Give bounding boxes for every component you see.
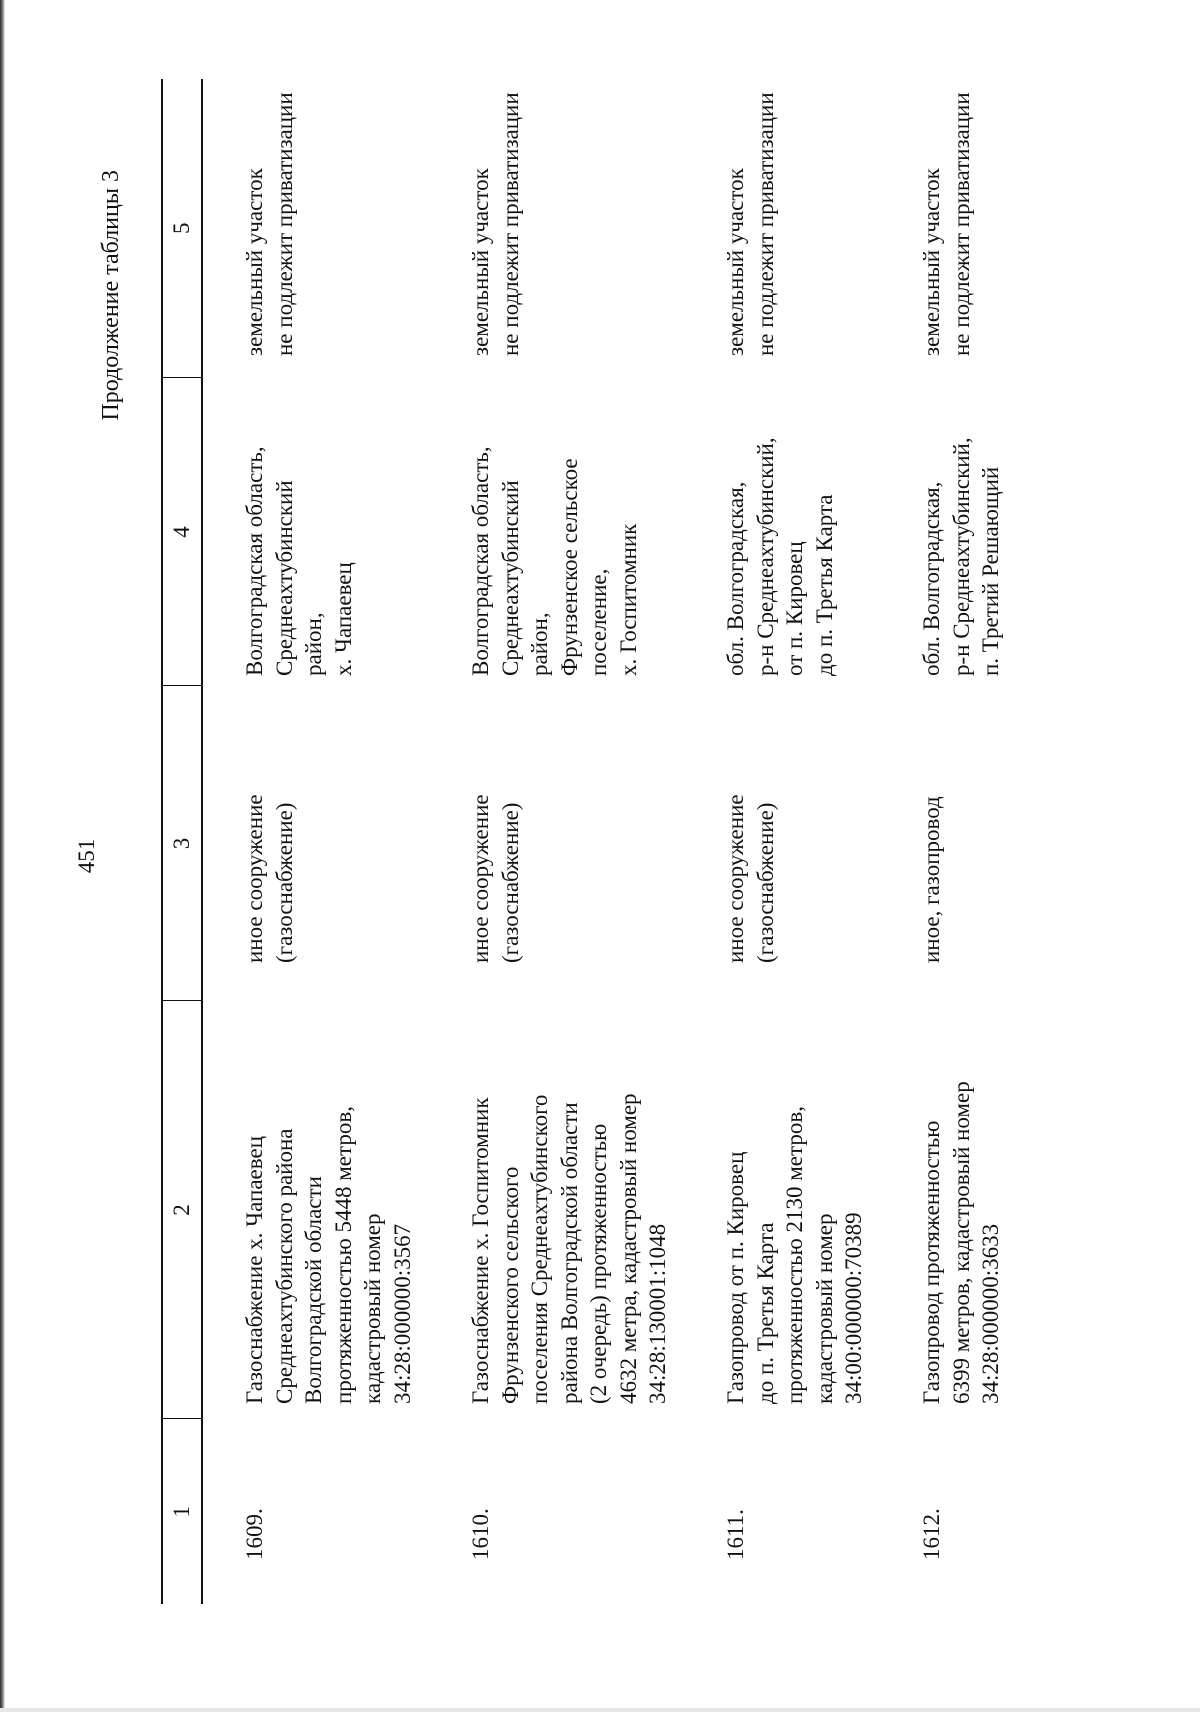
column-header-3: 3 (162, 686, 202, 1001)
object-name: Газопровод протяженностью 6399 метров, кадастровый номер 34:28:000000:3633 (919, 1081, 1003, 1404)
object-type: иное сооружение (газоснабжение) (723, 794, 778, 963)
page-number: 451 (74, 838, 99, 874)
object-address: обл. Волгоградская, р-н Среднеахтубинский, п. Третий Решающий (919, 437, 1003, 676)
table-header-row (162, 79, 202, 1604)
table-row (429, 79, 684, 1604)
table-row (880, 79, 1030, 1604)
object-type: иное сооружение (газоснабжение) (242, 794, 297, 963)
row-number: 1612. (919, 1508, 944, 1560)
table-continuation-label: Продолжение таблицы 3 (98, 170, 124, 421)
row-number: 1609. (242, 1508, 267, 1560)
object-note: земельный участок не подлежит приватизации (468, 92, 523, 356)
column-header-5: 5 (162, 79, 202, 378)
column-header-2: 2 (162, 1001, 202, 1419)
registry-table (161, 79, 1030, 1604)
row-number: 1610. (468, 1508, 493, 1560)
table-row (684, 79, 880, 1604)
row-number: 1611. (723, 1509, 748, 1560)
object-type: иное сооружение (газоснабжение) (468, 794, 523, 963)
object-name: Газоснабжение х. Госпитомник Фрунзенского сельского поселения Среднеахтубинского района Волгоградской области (2 очередь) протяженностью 4632 метра, кадастровый номер 34:28:130001:1048 (468, 1093, 670, 1404)
object-type: иное, газопровод (919, 796, 944, 963)
table-row (202, 79, 429, 1604)
column-header-4: 4 (162, 378, 202, 686)
object-note: земельный участок не подлежит приватизации (919, 92, 974, 356)
object-name: Газопровод от п. Кировец до п. Третья Карта протяженностью 2130 метров, кадастровый номер 34:00:000000:70389 (723, 1106, 866, 1404)
object-name: Газоснабжение х. Чапаевец Среднеахтубинского района Волгоградской области протяженностью 5448 метров, кадастровый номер 34:28:000000:3567 (242, 1106, 415, 1404)
column-header-1: 1 (162, 1419, 202, 1604)
object-address: Волгоградская область, Среднеахтубинский район, Фрунзенское сельское поселение, х. Госпитомник (468, 446, 641, 676)
object-note: земельный участок не подлежит приватизации (723, 92, 778, 356)
object-address: Волгоградская область, Среднеахтубинский район, х. Чапаевец (242, 446, 356, 676)
object-note: земельный участок не подлежит приватизации (242, 92, 297, 356)
object-address: обл. Волгоградская, р-н Среднеахтубинский, от п. Кировец до п. Третья Карта (723, 437, 837, 676)
